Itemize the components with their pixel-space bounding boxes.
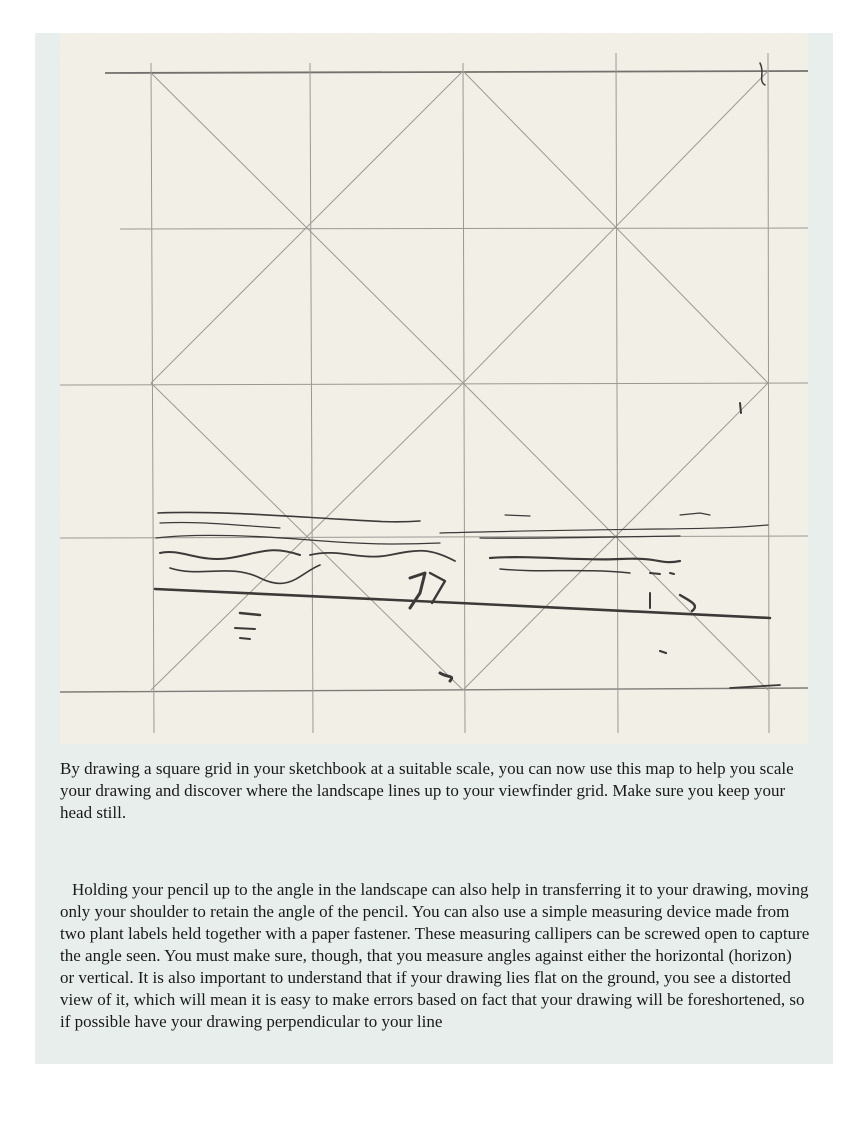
sketch-figure: [60, 33, 808, 744]
body-paragraph: Holding your pencil up to the angle in the landscape can also help in transferring it to your drawing, moving only your shoulder to retain the angle of the pencil. You can also use a simple measuring device made from two plant labels held together with a paper fastener. These measuring callipers can be screwed open to capture the angle seen. You must make sure, though, that you measure angles against either the horizontal (horizon) or vertical. It is also important to understand that if your drawing lies flat on the ground, you see a distorted view of it, which will mean it is easy to make errors based on fact that your drawing will be foreshortened, so if possible have your drawing perpendicular to your line: [60, 880, 810, 1031]
content-panel: [35, 33, 833, 1064]
pencil-sketch-grid-illustration: [60, 33, 808, 744]
figure-caption: By drawing a square grid in your sketchbook at a suitable scale, you can now use this map to help you scale your drawing and discover where the landscape lines up to your viewfinder grid. Make sure you keep your head still.: [60, 759, 794, 822]
